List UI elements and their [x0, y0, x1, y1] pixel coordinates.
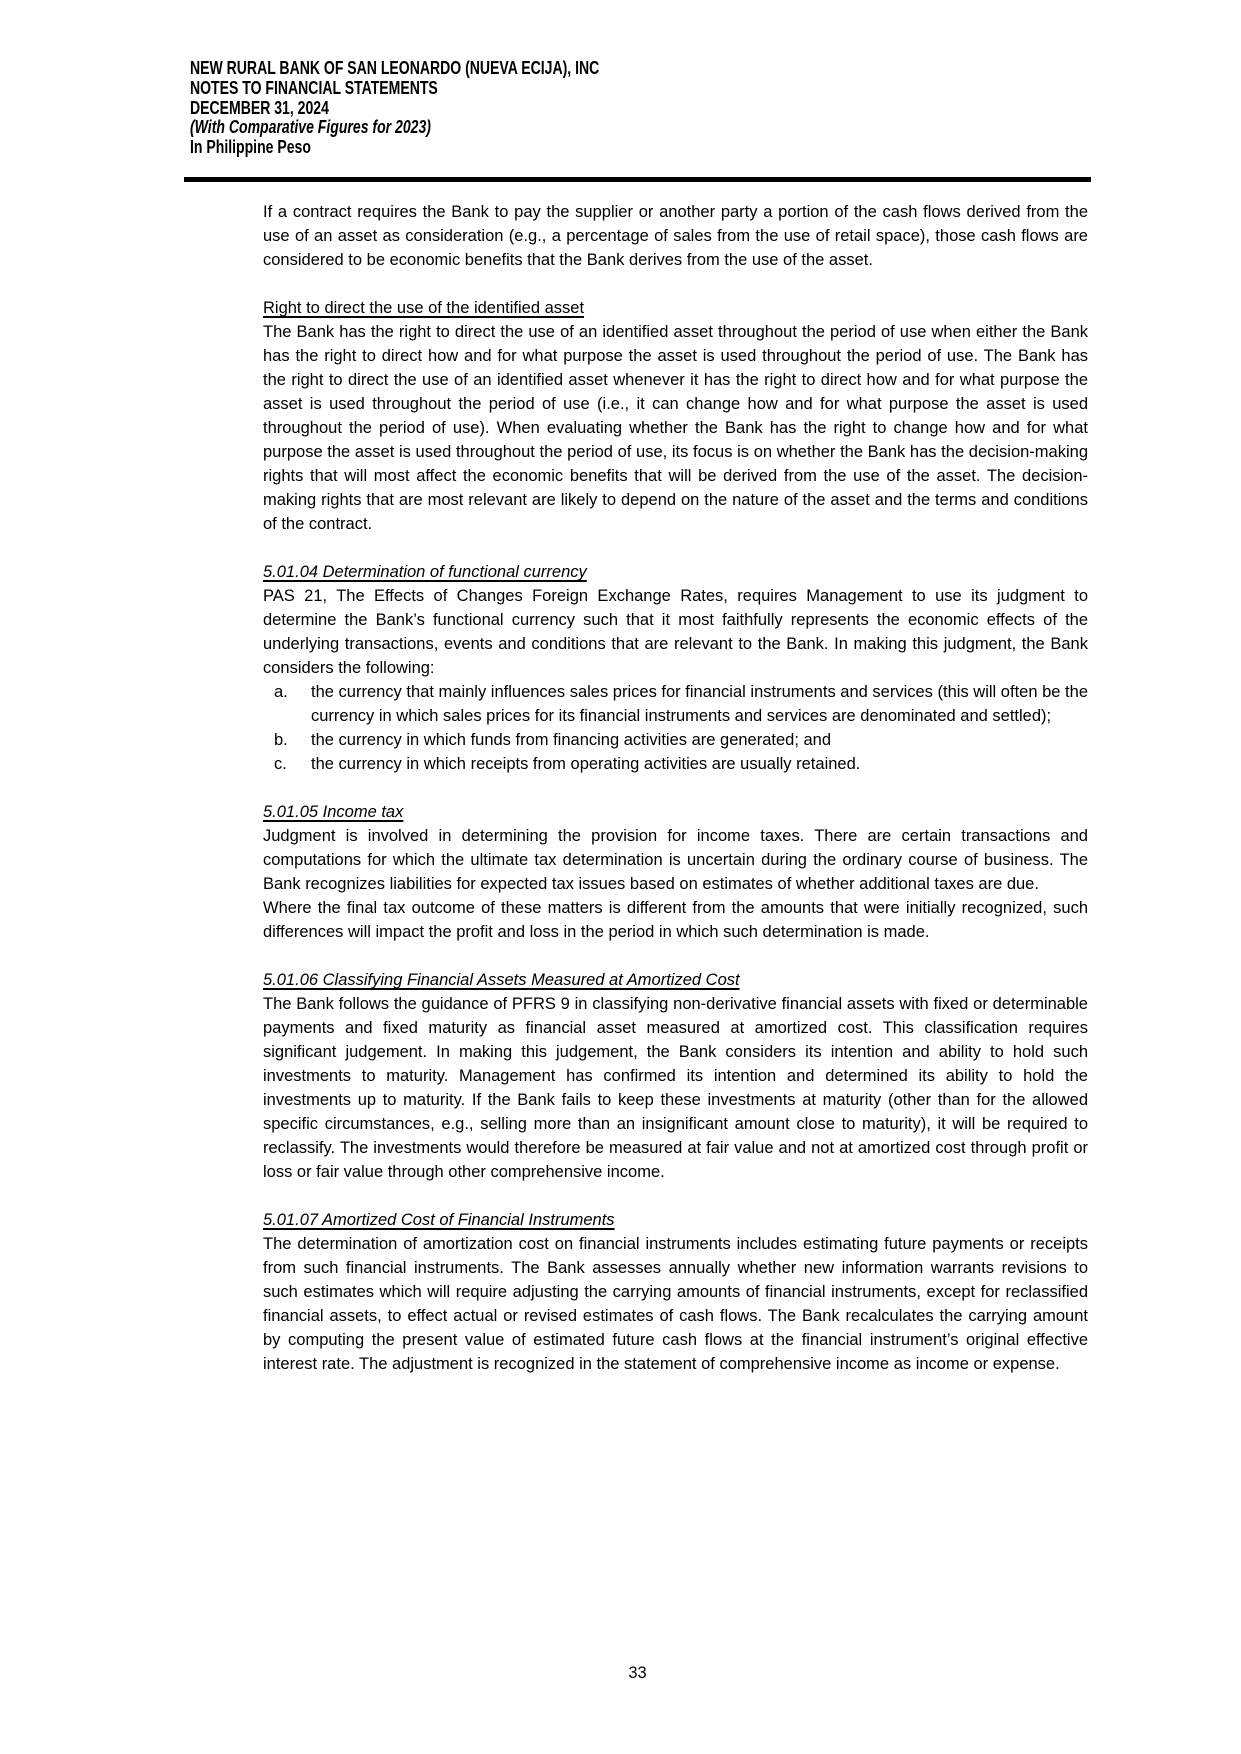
- heading-income-tax: 5.01.05 Income tax: [263, 803, 404, 821]
- right-to-direct-paragraph: The Bank has the right to direct the use of an identified asset throughout the period of use when either the Bank has the right to direct how and for what purpose the asset is used throughout the period of use. The Bank has the right to direct the use of an identified asset whenever it has the right to direct how and for what purpose the asset is used throughout the period of use (i.e., it can change how and for what purpose the asset is used throughout the period of use). When evaluating whether the Bank has the right to change how and for what purpose the asset is used throughout the period of use, its focus is on whether the Bank has the decision-making rights that will most affect the economic benefits that will be derived from the use of the asset. The decision-making rights that are most relevant are likely to depend on the nature of the asset and the terms and conditions of the contract.: [263, 323, 1088, 533]
- list-marker: b.: [274, 731, 288, 749]
- page-number: 33: [628, 1664, 647, 1682]
- classifying-financial-assets-paragraph: The Bank follows the guidance of PFRS 9 in classifying non-derivative financial assets with fixed or determinable payments and fixed maturity as financial asset measured at amortized cost. This classification requires significant judgement. In making this judgement, the Bank considers its intention and ability to hold such investments to maturity. Management has confirmed its intention and determined its ability to hold the investments up to maturity. If the Bank fails to keep these investments at maturity (other than for the allowed specific circumstances, e.g., selling more than an insignificant amount close to maturity), it will be required to reclassify. The investments would therefore be measured at fair value and not at amortized cost through profit or loss or fair value through other comprehensive income.: [263, 995, 1088, 1181]
- list-item: [263, 680, 1088, 728]
- list-item-text: the currency in which funds from financing activities are generated; and: [311, 731, 832, 749]
- header-divider-rule: [184, 177, 1091, 182]
- list-marker: a.: [274, 683, 288, 701]
- bank-name: NEW RURAL BANK OF SAN LEONARDO (NUEVA ECIJA), INC: [190, 58, 600, 78]
- income-tax-paragraph-2: Where the final tax outcome of these matters is different from the amounts that were initially recognized, such differences will impact the profit and loss in the period in which such determination is made.: [263, 899, 1088, 941]
- list-item-text: the currency in which receipts from operating activities are usually retained.: [311, 755, 861, 773]
- income-tax-paragraph-1: Judgment is involved in determining the provision for income taxes. There are certain transactions and computations for which the ultimate tax determination is uncertain during the ordinary course of business. The Bank recognizes liabilities for expected tax issues based on estimates of whether additional taxes are due.: [263, 827, 1088, 893]
- heading-right-to-direct: Right to direct the use of the identified asset: [263, 299, 585, 317]
- list-marker: c.: [274, 755, 287, 773]
- heading-functional-currency: 5.01.04 Determination of functional currency: [263, 563, 587, 581]
- functional-currency-paragraph: PAS 21, The Effects of Changes Foreign Exchange Rates, requires Management to use its judgment to determine the Bank’s functional currency such that it most faithfully represents the economic effects of the underlying transactions, events and conditions that are relevant to the Bank. In making this judgment, the Bank considers the following:: [263, 587, 1088, 677]
- list-item-text: the currency that mainly influences sales prices for financial instruments and services (this will often be the currency in which sales prices for its financial instruments and services are denominated and settled);: [311, 683, 1088, 725]
- body-content: [263, 200, 1088, 1376]
- functional-currency-list: [263, 680, 1088, 776]
- heading-classifying-financial-assets: 5.01.06 Classifying Financial Assets Measured at Amortized Cost: [263, 971, 740, 989]
- list-item: [263, 728, 1088, 752]
- statement-date: DECEMBER 31, 2024: [190, 97, 329, 118]
- currency-note: In Philippine Peso: [190, 137, 311, 158]
- intro-paragraph: If a contract requires the Bank to pay the supplier or another party a portion of the cash flows derived from the use of an asset as consideration (e.g., a percentage of sales from the use of retail space), those cash flows are considered to be economic benefits that the Bank derives from the use of the asset.: [263, 203, 1088, 269]
- comparative-figures-note: (With Comparative Figures for 2023): [190, 117, 431, 138]
- heading-amortized-cost: 5.01.07 Amortized Cost of Financial Instruments: [263, 1211, 615, 1229]
- list-item: [263, 752, 1088, 776]
- document-header: [190, 59, 599, 158]
- document-title: NOTES TO FINANCIAL STATEMENTS: [190, 77, 438, 98]
- amortized-cost-paragraph: The determination of amortization cost on financial instruments includes estimating future payments or receipts from such financial instruments. The Bank assesses annually whether new information warrants revisions to such estimates which will require adjusting the carrying amounts of financial instruments, except for reclassified financial assets, to effect actual or revised estimates of cash flows. The Bank recalculates the carrying amount by computing the present value of estimated future cash flows at the financial instrument’s original effective interest rate. The adjustment is recognized in the statement of comprehensive income as income or expense.: [263, 1235, 1088, 1373]
